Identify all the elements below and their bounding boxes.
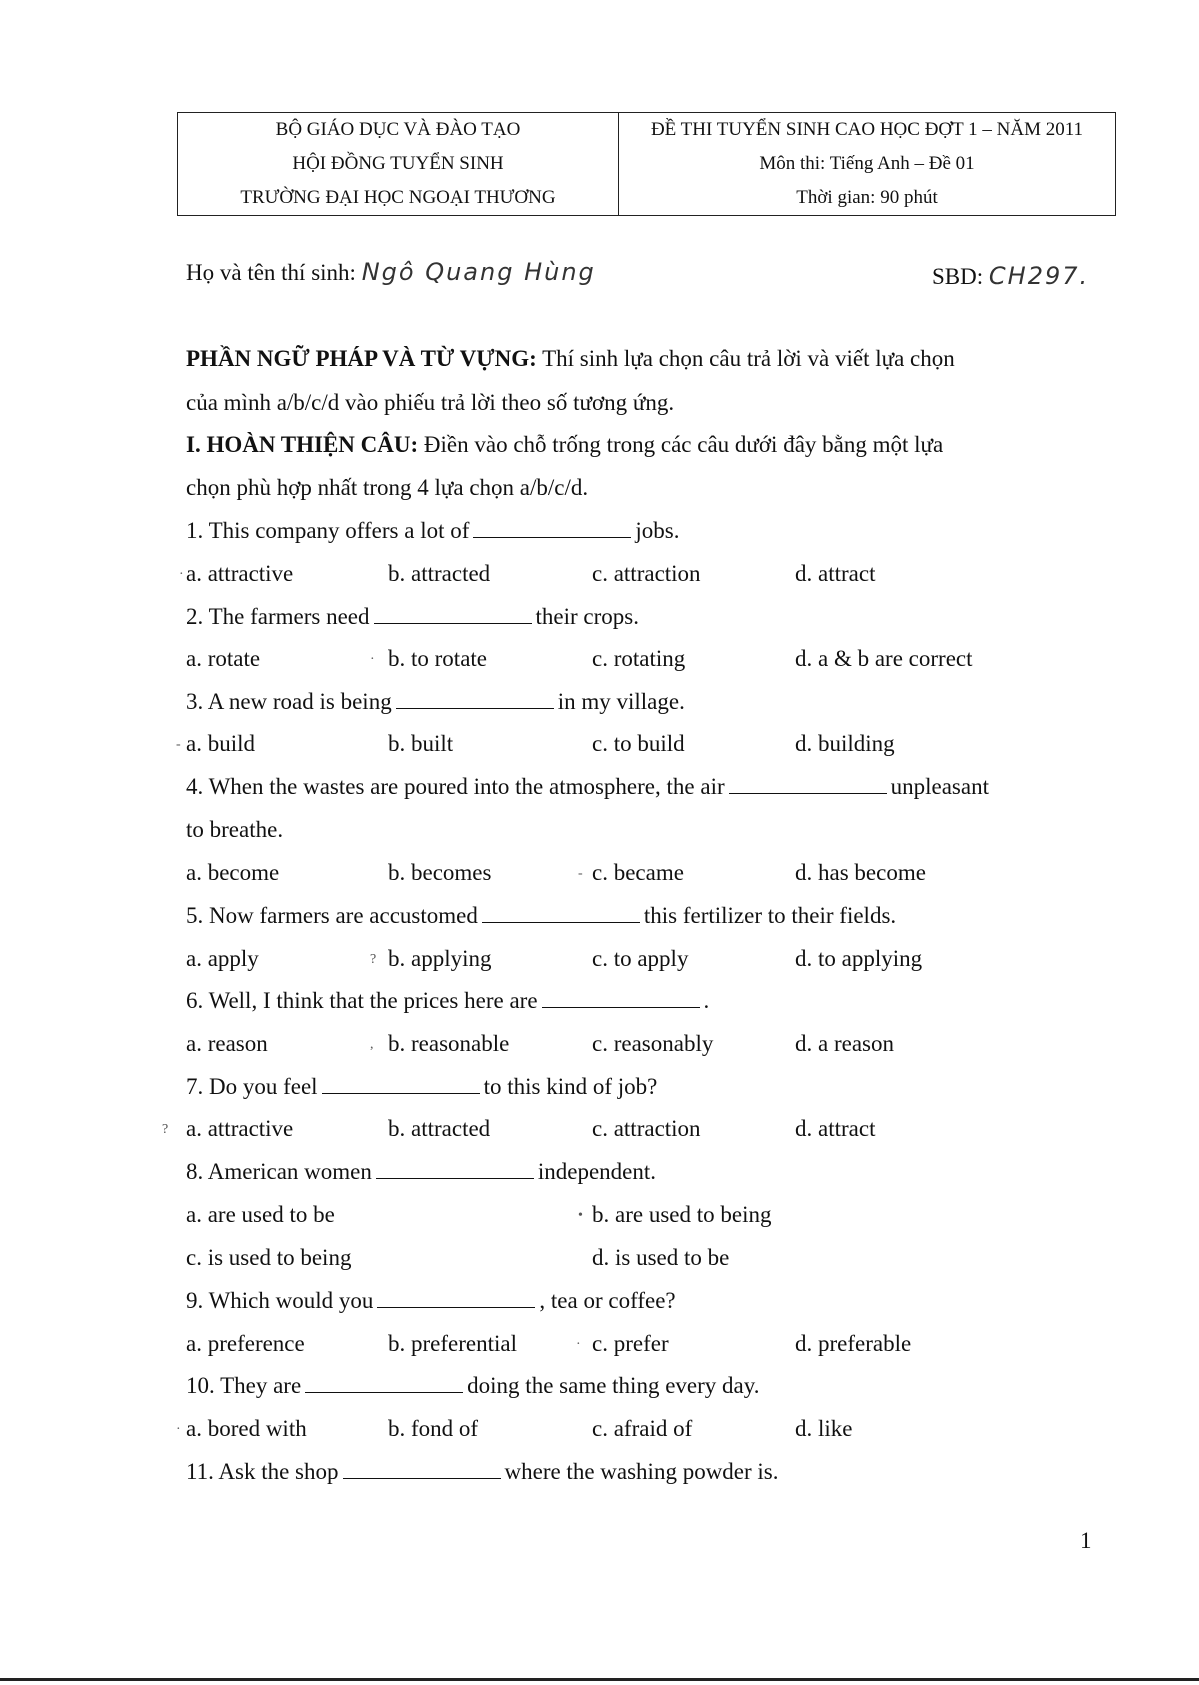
answer-blank: [322, 1075, 480, 1094]
pencil-mark: ·: [179, 567, 184, 582]
question-10: 10. They are doing the same thing every day.: [186, 1373, 760, 1398]
q10-option-b: b. fond of: [388, 1416, 479, 1441]
q6-option-b: b. reasonable: [388, 1031, 510, 1056]
q6-option-a: a. reason: [186, 1031, 268, 1056]
header-left-column: [178, 113, 619, 215]
question-9: 9. Which would you , tea or coffee?: [186, 1288, 676, 1313]
ministry-name: BỘ GIÁO DỤC VÀ ĐÀO TẠO: [275, 119, 521, 140]
page-bottom-edge: [0, 1678, 1199, 1681]
q3-option-d: d. building: [795, 731, 895, 756]
q2-option-d: d. a & b are correct: [795, 646, 973, 671]
exam-duration: Thời gian: 90 phút: [796, 187, 938, 208]
name-label: Họ và tên thí sinh:: [186, 260, 356, 285]
question-4: 4. When the wastes are poured into the atmosphere, the air unpleasant: [186, 774, 989, 799]
part1-title: I. HOÀN THIỆN CÂU:: [186, 432, 419, 457]
q4-option-d: d. has become: [795, 860, 926, 885]
q10-option-d: d. like: [795, 1416, 853, 1441]
q5-option-c: c. to apply: [592, 946, 689, 971]
q5-option-a: a. apply: [186, 946, 259, 971]
university-name: TRƯỜNG ĐẠI HỌC NGOẠI THƯƠNG: [240, 187, 556, 208]
answer-blank: [473, 519, 631, 538]
q7-option-c: c. attraction: [592, 1116, 701, 1141]
q8-option-c: c. is used to being: [186, 1245, 352, 1270]
q8-option-b: b. are used to being: [592, 1202, 772, 1227]
pencil-mark: ?: [370, 952, 377, 967]
answer-blank: [729, 775, 887, 794]
sbd-line: [932, 262, 1089, 290]
exam-title: ĐỀ THI TUYỂN SINH CAO HỌC ĐỢT 1 – NĂM 2011: [650, 119, 1084, 140]
q7-option-a: a. attractive: [186, 1116, 294, 1141]
q9-option-d: d. preferable: [795, 1331, 912, 1356]
q3-option-a: a. build: [186, 731, 255, 756]
part1-instruction-2: chọn phù hợp nhất trong 4 lựa chọn a/b/c/d.: [186, 475, 589, 500]
question-6: 6. Well, I think that the prices here are .: [186, 988, 710, 1013]
pencil-mark: -: [176, 737, 181, 752]
question-2: 2. The farmers need their crops.: [186, 604, 639, 629]
question-5: 5. Now farmers are accustomed this fertilizer to their fields.: [186, 903, 897, 928]
q3-option-c: c. to build: [592, 731, 685, 756]
answer-blank: [305, 1374, 463, 1393]
part1-heading: [186, 432, 943, 458]
q6-option-d: d. a reason: [795, 1031, 894, 1056]
handwritten-sbd: CH297.: [988, 262, 1090, 290]
answer-blank: [542, 989, 700, 1008]
q2-option-c: c. rotating: [592, 646, 686, 671]
answer-blank: [343, 1460, 501, 1479]
pencil-mark: ·: [370, 652, 375, 667]
answer-blank: [396, 690, 554, 709]
q7-option-b: b. attracted: [388, 1116, 491, 1141]
pencil-mark: -: [578, 866, 583, 881]
page-number: 1: [1080, 1528, 1092, 1553]
q2-option-b: b. to rotate: [388, 646, 487, 671]
q1-option-b: b. attracted: [388, 561, 491, 586]
q1-option-d: d. attract: [795, 561, 876, 586]
answer-blank: [376, 1160, 534, 1179]
handwritten-name: Ngô Quang Hùng: [361, 258, 596, 286]
pencil-mark: ·: [176, 1422, 181, 1437]
question-7: 7. Do you feel to this kind of job?: [186, 1074, 658, 1099]
q1-option-c: c. attraction: [592, 561, 701, 586]
section-title: PHẦN NGỮ PHÁP VÀ TỪ VỰNG:: [186, 346, 537, 371]
question-1: 1. This company offers a lot of jobs.: [186, 518, 680, 543]
q4-option-b: b. becomes: [388, 860, 492, 885]
answer-blank: [377, 1289, 535, 1308]
candidate-name-line: [186, 258, 596, 286]
section-heading: [186, 346, 955, 372]
q4-option-c: c. became: [592, 860, 684, 885]
sbd-label: SBD:: [932, 264, 984, 289]
question-3: 3. A new road is being in my village.: [186, 689, 685, 714]
exam-header-box: [177, 112, 1116, 216]
q8-option-a: a. are used to be: [186, 1202, 335, 1227]
answer-blank: [374, 605, 532, 624]
question-8: 8. American women independent.: [186, 1159, 657, 1184]
q7-option-d: d. attract: [795, 1116, 876, 1141]
q9-option-a: a. preference: [186, 1331, 305, 1356]
section-instruction-2: của mình a/b/c/d vào phiếu trả lời theo số tương ứng.: [186, 390, 675, 415]
q1-option-a: a. attractive: [186, 561, 294, 586]
question-4-continued: to breathe.: [186, 817, 284, 842]
q9-option-b: b. preferential: [388, 1331, 517, 1356]
question-11: 11. Ask the shop where the washing powder is.: [186, 1459, 779, 1484]
q5-option-b: b. applying: [388, 946, 492, 971]
q6-option-c: c. reasonably: [592, 1031, 714, 1056]
section-instruction-1: Thí sinh lựa chọn câu trả lời và viết lựa chọn: [542, 346, 955, 371]
q8-option-d: d. is used to be: [592, 1245, 730, 1270]
q9-option-c: c. prefer: [592, 1331, 669, 1356]
pencil-mark: •: [578, 1208, 583, 1223]
q4-option-a: a. become: [186, 860, 280, 885]
part1-instruction-1: Điền vào chỗ trống trong các câu dưới đây bằng một lựa: [423, 432, 944, 457]
q10-option-a: a. bored with: [186, 1416, 307, 1441]
q3-option-b: b. built: [388, 731, 454, 756]
pencil-mark: ·: [576, 1337, 581, 1352]
council-name: HỘI ĐỒNG TUYỂN SINH: [292, 153, 504, 174]
header-right-column: [619, 113, 1115, 215]
pencil-mark: ,: [370, 1037, 374, 1052]
q5-option-d: d. to applying: [795, 946, 923, 971]
pencil-mark: ?: [162, 1122, 169, 1137]
q2-option-a: a. rotate: [186, 646, 261, 671]
q10-option-c: c. afraid of: [592, 1416, 693, 1441]
answer-blank: [482, 904, 640, 923]
exam-subject: Môn thi: Tiếng Anh – Đề 01: [759, 153, 975, 174]
